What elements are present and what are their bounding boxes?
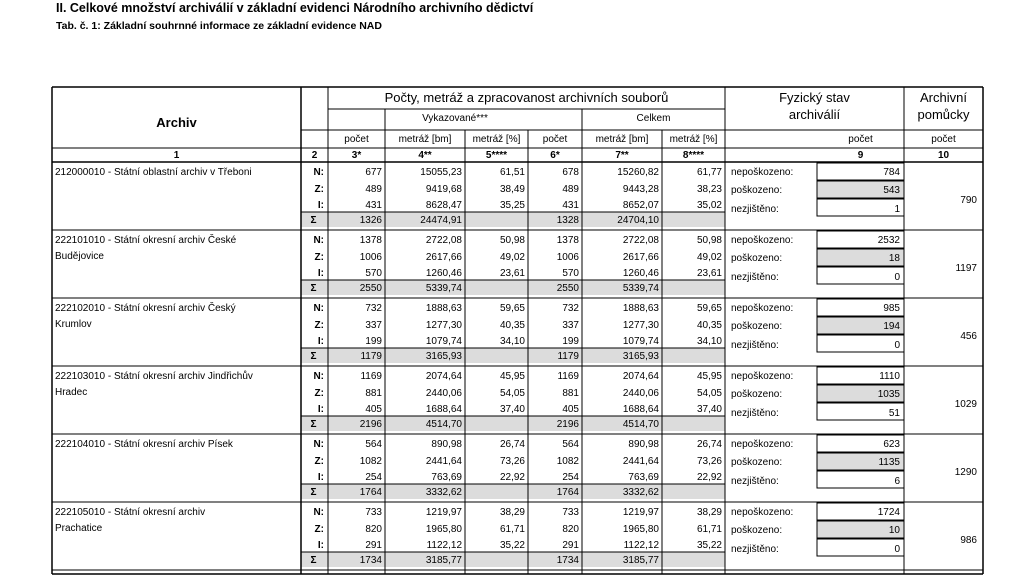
value-cell: 9419,68 [425, 184, 462, 195]
row-marker: N: [313, 371, 324, 382]
row-marker: N: [313, 167, 324, 178]
sum-cell: 24474,91 [420, 215, 462, 226]
value-cell: 254 [365, 472, 382, 483]
state-value: 985 [883, 303, 900, 314]
state-value: 0 [894, 272, 900, 283]
archive-name: Budějovice [55, 251, 104, 262]
value-cell: 1219,97 [622, 507, 659, 518]
value-cell: 2617,66 [425, 252, 462, 263]
row-marker: N: [313, 235, 324, 246]
sum-cell: 3332,62 [622, 487, 659, 498]
value-cell: 1688,64 [622, 404, 659, 415]
value-cell: 50,98 [696, 235, 722, 246]
value-cell: 34,10 [696, 336, 722, 347]
state-value: 543 [883, 185, 900, 196]
value-cell: 15260,82 [617, 167, 659, 178]
state-label: nezjištěno: [731, 272, 779, 283]
state-value: 1135 [878, 457, 900, 468]
state-value: 623 [883, 439, 900, 450]
value-cell: 2074,64 [622, 371, 659, 382]
row-marker: I: [317, 540, 324, 551]
row-marker: Z: [314, 388, 324, 399]
value-cell: 35,25 [499, 200, 525, 211]
value-cell: 570 [365, 268, 382, 279]
value-cell: 40,35 [499, 320, 525, 331]
value-cell: 677 [365, 167, 382, 178]
value-cell: 291 [562, 540, 579, 551]
value-cell: 22,92 [499, 472, 525, 483]
sum-cell: 1328 [556, 215, 579, 226]
value-cell: 38,49 [499, 184, 525, 195]
state-label: nepoškozeno: [731, 371, 794, 382]
archive-name: 222102010 - Státní okresní archiv Český [55, 303, 236, 314]
value-cell: 1169 [557, 371, 579, 382]
value-cell: 763,69 [431, 472, 462, 483]
value-cell: 431 [365, 200, 382, 211]
value-cell: 37,40 [499, 404, 525, 415]
value-cell: 61,51 [499, 167, 525, 178]
state-label: nepoškozeno: [731, 167, 794, 178]
value-cell: 1277,30 [425, 320, 462, 331]
column-label: metráž [%] [669, 134, 718, 145]
column-label: počet [542, 134, 568, 145]
value-cell: 22,92 [696, 472, 722, 483]
group-header: Počty, metráž a zpracovanost archivních souborů [384, 90, 669, 105]
state-value: 2532 [877, 235, 900, 246]
state-label: poškozeno: [731, 525, 783, 536]
value-cell: 73,26 [696, 456, 722, 467]
value-cell: 820 [365, 524, 382, 535]
archive-name: Hradec [55, 387, 88, 398]
row-marker: I: [317, 404, 324, 415]
value-cell: 820 [562, 524, 579, 535]
column-label: počet [848, 134, 873, 145]
state-label: nepoškozeno: [731, 303, 794, 314]
state-value: 1724 [877, 507, 900, 518]
row-marker: Z: [314, 524, 324, 535]
value-cell: 431 [562, 200, 579, 211]
sum-cell: 4514,70 [622, 419, 659, 430]
column-number: 6* [550, 150, 560, 161]
state-label: poškozeno: [731, 457, 783, 468]
column-number: 4** [418, 150, 432, 161]
value-cell: 59,65 [696, 303, 722, 314]
state-value: 18 [888, 253, 900, 264]
state-value: 10 [888, 525, 900, 536]
value-cell: 2440,06 [622, 388, 659, 399]
row-marker: Z: [314, 320, 324, 331]
value-cell: 405 [365, 404, 382, 415]
value-cell: 1888,63 [622, 303, 659, 314]
column-number: 2 [311, 150, 318, 161]
value-cell: 254 [562, 472, 579, 483]
state-value: 1110 [879, 371, 900, 382]
row-marker: N: [313, 303, 324, 314]
value-cell: 35,02 [696, 200, 722, 211]
state-value: 0 [894, 544, 900, 555]
value-cell: 61,71 [696, 524, 722, 535]
vykazovane-header: Vykazované*** [422, 113, 488, 124]
sum-cell: 5339,74 [622, 283, 659, 294]
state-value: 1035 [877, 389, 900, 400]
state-label: nepoškozeno: [731, 507, 794, 518]
column-label: počet [931, 134, 956, 145]
archive-name: Krumlov [55, 319, 92, 330]
value-cell: 2440,06 [425, 388, 462, 399]
value-cell: 564 [365, 439, 382, 450]
value-cell: 1169 [360, 371, 382, 382]
column-number: 8**** [682, 150, 705, 161]
value-cell: 1122,12 [426, 540, 462, 551]
fyzicky-header-2: archiválií [788, 107, 841, 122]
pomucky-value: 1290 [954, 467, 977, 478]
value-cell: 1277,30 [622, 320, 659, 331]
value-cell: 45,95 [499, 371, 525, 382]
state-value: 1 [894, 204, 900, 215]
value-cell: 199 [365, 336, 382, 347]
sum-cell: 1734 [556, 555, 579, 566]
value-cell: 23,61 [696, 268, 722, 279]
value-cell: 45,95 [696, 371, 722, 382]
sum-cell: 1734 [359, 555, 382, 566]
celkem-header: Celkem [636, 113, 671, 124]
value-cell: 1122,12 [623, 540, 659, 551]
value-cell: 54,05 [696, 388, 722, 399]
value-cell: 15055,23 [420, 167, 462, 178]
row-marker: Z: [314, 184, 324, 195]
row-marker: I: [317, 336, 324, 347]
value-cell: 732 [365, 303, 382, 314]
row-marker: N: [313, 507, 324, 518]
state-label: nezjištěno: [731, 544, 779, 555]
fyzicky-header-1: Fyzický stav [779, 90, 850, 105]
row-marker: Z: [314, 456, 324, 467]
sum-cell: 1179 [557, 351, 579, 362]
value-cell: 489 [562, 184, 579, 195]
value-cell: 38,29 [499, 507, 525, 518]
value-cell: 890,98 [628, 439, 659, 450]
value-cell: 763,69 [628, 472, 659, 483]
value-cell: 1688,64 [425, 404, 462, 415]
value-cell: 291 [365, 540, 382, 551]
pomucky-header-2: pomůcky [917, 107, 970, 122]
sum-cell: 3165,93 [425, 351, 462, 362]
value-cell: 1888,63 [425, 303, 462, 314]
value-cell: 2722,08 [622, 235, 659, 246]
state-label: nezjištěno: [731, 340, 779, 351]
value-cell: 2441,64 [622, 456, 659, 467]
value-cell: 61,77 [696, 167, 722, 178]
value-cell: 1260,46 [425, 268, 462, 279]
state-label: nezjištěno: [731, 408, 779, 419]
state-label: nezjištěno: [731, 204, 779, 215]
sum-cell: 2550 [556, 283, 579, 294]
column-number: 5**** [485, 150, 508, 161]
state-value: 51 [888, 408, 900, 419]
value-cell: 1260,46 [622, 268, 659, 279]
value-cell: 49,02 [696, 252, 722, 263]
row-marker: Σ [310, 215, 317, 226]
value-cell: 8628,47 [425, 200, 462, 211]
value-cell: 26,74 [696, 439, 722, 450]
value-cell: 890,98 [431, 439, 462, 450]
value-cell: 1079,74 [425, 336, 462, 347]
row-marker: Σ [310, 351, 317, 362]
column-number: 10 [937, 150, 950, 161]
state-label: poškozeno: [731, 185, 783, 196]
pomucky-value: 456 [960, 331, 977, 342]
archiv-header: Archiv [156, 115, 197, 130]
row-marker: I: [317, 268, 324, 279]
value-cell: 2617,66 [622, 252, 659, 263]
row-marker: Z: [314, 252, 324, 263]
archive-name: Prachatice [55, 523, 103, 534]
value-cell: 35,22 [696, 540, 722, 551]
state-label: nepoškozeno: [731, 439, 794, 450]
value-cell: 1006 [359, 252, 382, 263]
sum-cell: 24704,10 [617, 215, 659, 226]
sum-cell: 3332,62 [425, 487, 462, 498]
state-label: poškozeno: [731, 389, 783, 400]
value-cell: 1082 [556, 456, 579, 467]
value-cell: 34,10 [499, 336, 525, 347]
pomucky-value: 1197 [955, 263, 977, 274]
value-cell: 9443,28 [622, 184, 659, 195]
value-cell: 732 [562, 303, 579, 314]
column-label: metráž [%] [472, 134, 521, 145]
state-value: 194 [883, 321, 900, 332]
row-marker: Σ [310, 487, 317, 498]
value-cell: 489 [365, 184, 382, 195]
value-cell: 2074,64 [425, 371, 462, 382]
archive-name: 222103010 - Státní okresní archiv Jindřichův [55, 371, 253, 382]
value-cell: 35,22 [499, 540, 525, 551]
sum-cell: 5339,74 [425, 283, 462, 294]
value-cell: 49,02 [499, 252, 525, 263]
row-marker: I: [317, 472, 324, 483]
value-cell: 337 [562, 320, 579, 331]
value-cell: 1965,80 [622, 524, 659, 535]
value-cell: 54,05 [499, 388, 525, 399]
value-cell: 61,71 [499, 524, 525, 535]
archive-name: 222105010 - Státní okresní archiv [55, 507, 206, 518]
row-marker: Σ [310, 283, 317, 294]
value-cell: 1079,74 [622, 336, 659, 347]
value-cell: 1378 [556, 235, 579, 246]
value-cell: 2722,08 [425, 235, 462, 246]
sum-cell: 1326 [359, 215, 382, 226]
row-marker: Σ [310, 555, 317, 566]
row-marker: N: [313, 439, 324, 450]
row-marker: I: [317, 200, 324, 211]
sum-cell: 3165,93 [622, 351, 659, 362]
value-cell: 8652,07 [622, 200, 659, 211]
sum-cell: 2196 [556, 419, 579, 430]
column-number: 3* [351, 150, 362, 161]
row-marker: Σ [310, 419, 317, 430]
column-number: 1 [173, 150, 180, 161]
document-title: II. Celkové množství archiválií v základní evidenci Národního archivního dědictví [56, 1, 534, 15]
value-cell: 23,61 [499, 268, 525, 279]
column-label: metráž [bm] [595, 134, 649, 145]
value-cell: 38,23 [696, 184, 722, 195]
value-cell: 1082 [359, 456, 382, 467]
value-cell: 1378 [359, 235, 382, 246]
value-cell: 405 [562, 404, 579, 415]
value-cell: 50,98 [499, 235, 525, 246]
value-cell: 1965,80 [425, 524, 462, 535]
value-cell: 733 [365, 507, 382, 518]
value-cell: 40,35 [696, 320, 722, 331]
state-label: poškozeno: [731, 321, 783, 332]
archive-name: 222104010 - Státní okresní archiv Písek [55, 439, 233, 450]
value-cell: 733 [562, 507, 579, 518]
value-cell: 881 [562, 388, 579, 399]
value-cell: 26,74 [499, 439, 525, 450]
value-cell: 1219,97 [425, 507, 462, 518]
value-cell: 37,40 [696, 404, 722, 415]
value-cell: 337 [365, 320, 382, 331]
pomucky-value: 790 [960, 195, 977, 206]
value-cell: 1006 [556, 252, 579, 263]
value-cell: 199 [562, 336, 579, 347]
pomucky-header-1: Archivní [920, 90, 967, 105]
sum-cell: 2196 [359, 419, 382, 430]
state-value: 0 [894, 340, 900, 351]
column-number: 9 [857, 150, 864, 161]
pomucky-value: 1029 [954, 399, 977, 410]
column-number: 7** [615, 150, 629, 161]
value-cell: 38,29 [696, 507, 722, 518]
sum-cell: 1764 [359, 487, 382, 498]
archive-name: 222101010 - Státní okresní archiv České [55, 235, 237, 246]
sum-cell: 3185,77 [622, 555, 659, 566]
state-label: poškozeno: [731, 253, 783, 264]
value-cell: 73,26 [499, 456, 525, 467]
table-caption: Tab. č. 1: Základní souhrnné informace ze základní evidence NAD [56, 20, 382, 32]
value-cell: 59,65 [499, 303, 525, 314]
sum-cell: 3185,77 [425, 555, 462, 566]
sum-cell: 4514,70 [425, 419, 462, 430]
state-value: 6 [894, 476, 900, 487]
state-label: nepoškozeno: [731, 235, 794, 246]
state-value: 784 [883, 167, 900, 178]
sum-cell: 2550 [359, 283, 382, 294]
value-cell: 570 [562, 268, 579, 279]
archive-name: 212000010 - Státní oblastní archiv v Třeboni [55, 167, 252, 178]
value-cell: 881 [365, 388, 382, 399]
column-label: metráž [bm] [398, 134, 452, 145]
sum-cell: 1764 [556, 487, 579, 498]
value-cell: 678 [562, 167, 579, 178]
value-cell: 2441,64 [425, 456, 462, 467]
pomucky-value: 986 [960, 535, 977, 546]
value-cell: 564 [562, 439, 579, 450]
sum-cell: 1179 [360, 351, 382, 362]
column-label: počet [344, 134, 369, 145]
state-label: nezjištěno: [731, 476, 779, 487]
